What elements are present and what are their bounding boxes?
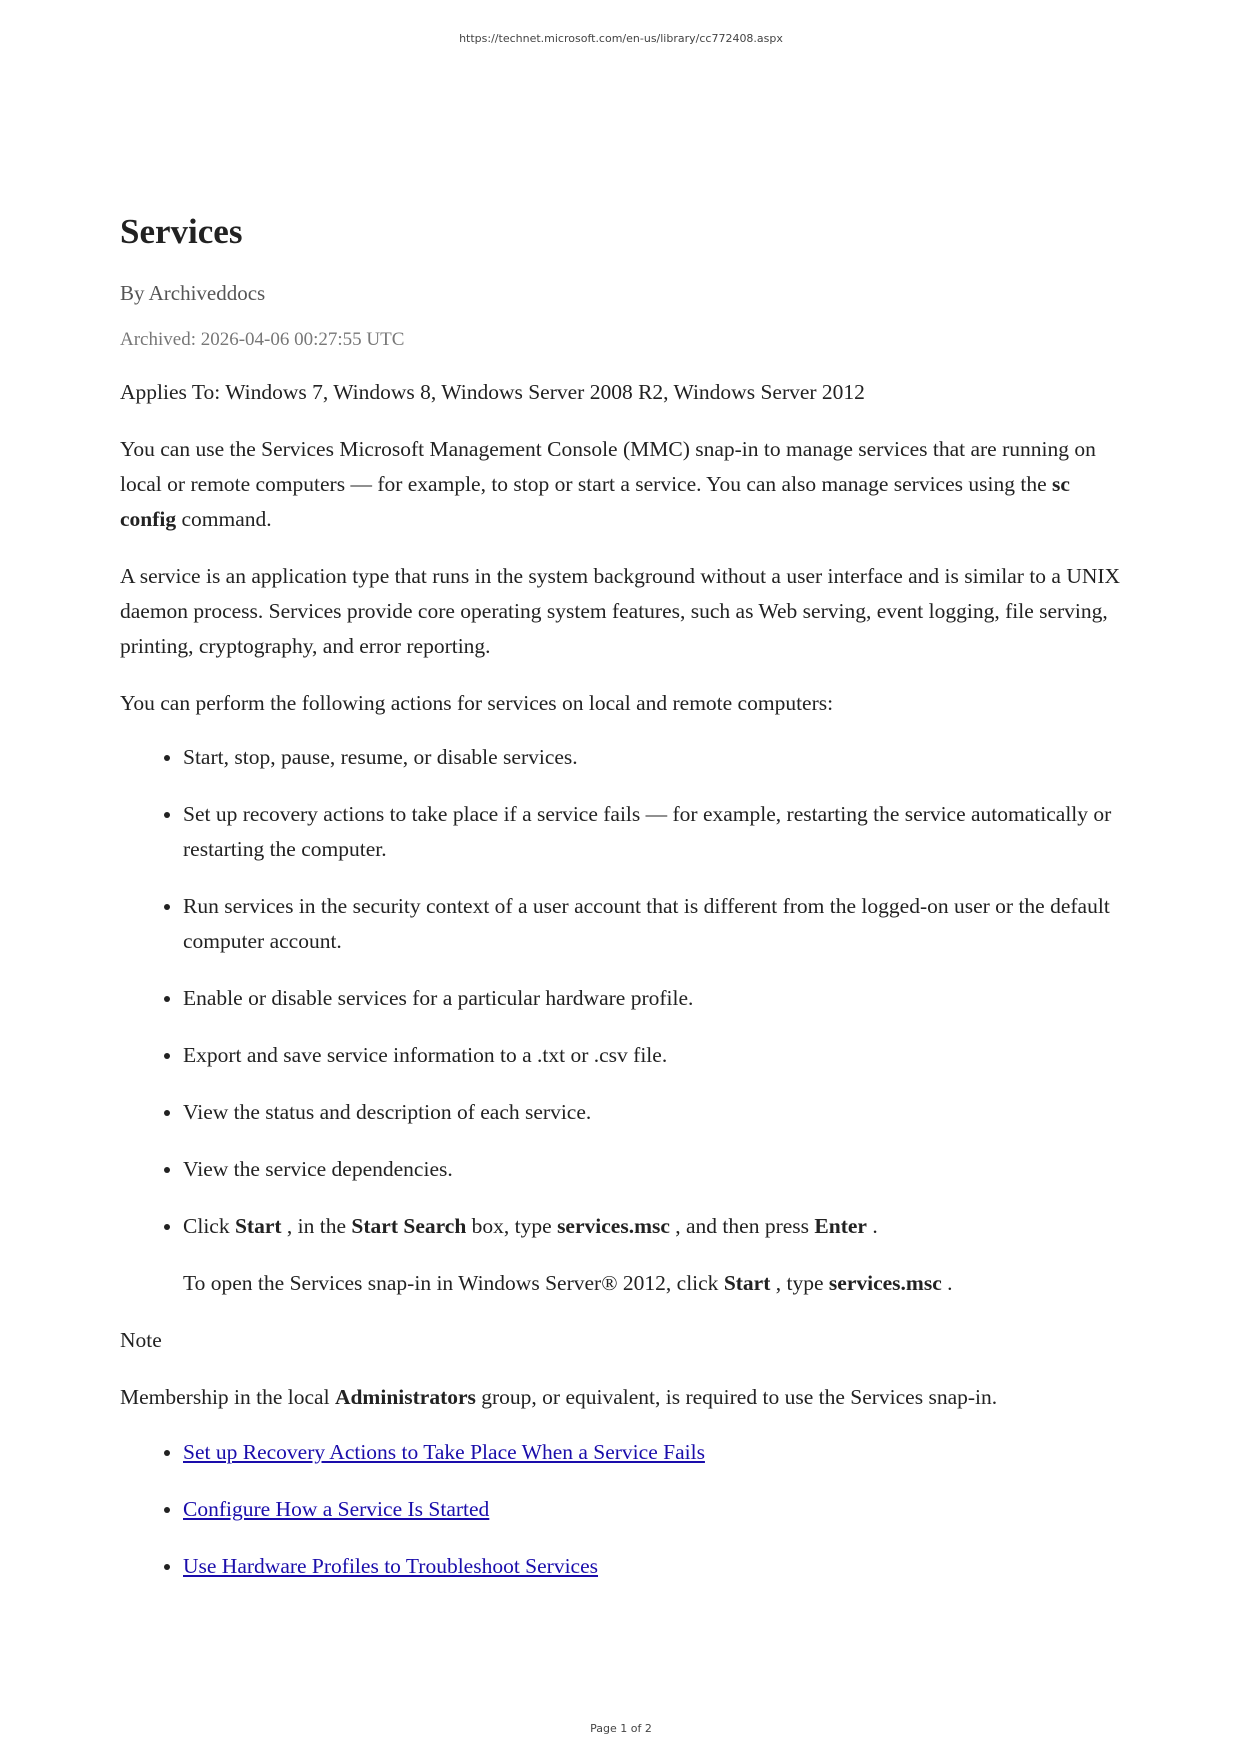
sc-config-command: sc config — [120, 472, 1070, 531]
page-number: Page 1 of 2 — [590, 1722, 652, 1735]
list-item — [183, 1435, 1130, 1470]
list-item: • Run services in the security context of a user account that is different from the logged-on user or the default computer account. — [183, 889, 1130, 959]
page-title: Services — [120, 212, 243, 251]
list-item: • View the service dependencies. — [183, 1152, 1130, 1187]
list-item: • Export and save service information to a .txt or .csv file. — [183, 1038, 1130, 1073]
list-item: • View the status and description of each service. — [183, 1095, 1130, 1130]
list-item — [183, 1549, 1130, 1584]
service-description-paragraph: A service is an application type that runs in the system background without a user interface and is similar to a UNIX daemon process. Services provide core operating system features, such as Web serving, event logging, file serving, printing, cryptography, and error reporting. — [120, 564, 1121, 658]
article — [120, 210, 1130, 1584]
actions-intro: You can perform the following actions for services on local and remote computers: — [120, 691, 834, 715]
link-configure-service-start[interactable]: Configure How a Service Is Started — [183, 1497, 490, 1521]
page-url-header: https://technet.microsoft.com/en-us/library/cc772408.aspx — [459, 32, 783, 45]
actions-list — [120, 740, 1130, 1244]
note-label: Note — [120, 1328, 162, 1352]
list-item — [183, 1492, 1130, 1527]
membership-note: Membership in the local Administrators group, or equivalent, is required to use the Services snap-in. — [120, 1385, 998, 1409]
list-item: • Set up recovery actions to take place if a service fails — for example, restarting the service automatically or restarting the computer. — [183, 797, 1130, 867]
link-recovery-actions[interactable]: Set up Recovery Actions to Take Place When a Service Fails — [183, 1440, 705, 1464]
server-2012-instructions: To open the Services snap-in in Windows Server® 2012, click Start , type services.msc . — [183, 1271, 953, 1295]
list-item-open-services: • Click Start , in the Start Search box, type services.msc , and then press Enter . — [183, 1209, 1130, 1244]
byline: By Archiveddocs — [120, 281, 266, 305]
list-item: • Enable or disable services for a particular hardware profile. — [183, 981, 1130, 1016]
list-item: • Start, stop, pause, resume, or disable services. — [183, 740, 1130, 775]
applies-to: Applies To: Windows 7, Windows 8, Windows Server 2008 R2, Windows Server 2012 — [120, 380, 865, 404]
archived-date: Archived: 2026-04-06 00:27:55 UTC — [120, 329, 405, 350]
intro-paragraph: You can use the Services Microsoft Management Console (MMC) snap-in to manage services that are running on local or remote computers — for example, to stop or start a service. You can also manage services using the sc config command. — [120, 437, 1096, 531]
related-links-list — [120, 1435, 1130, 1584]
link-hardware-profiles[interactable]: Use Hardware Profiles to Troubleshoot Services — [183, 1554, 599, 1578]
